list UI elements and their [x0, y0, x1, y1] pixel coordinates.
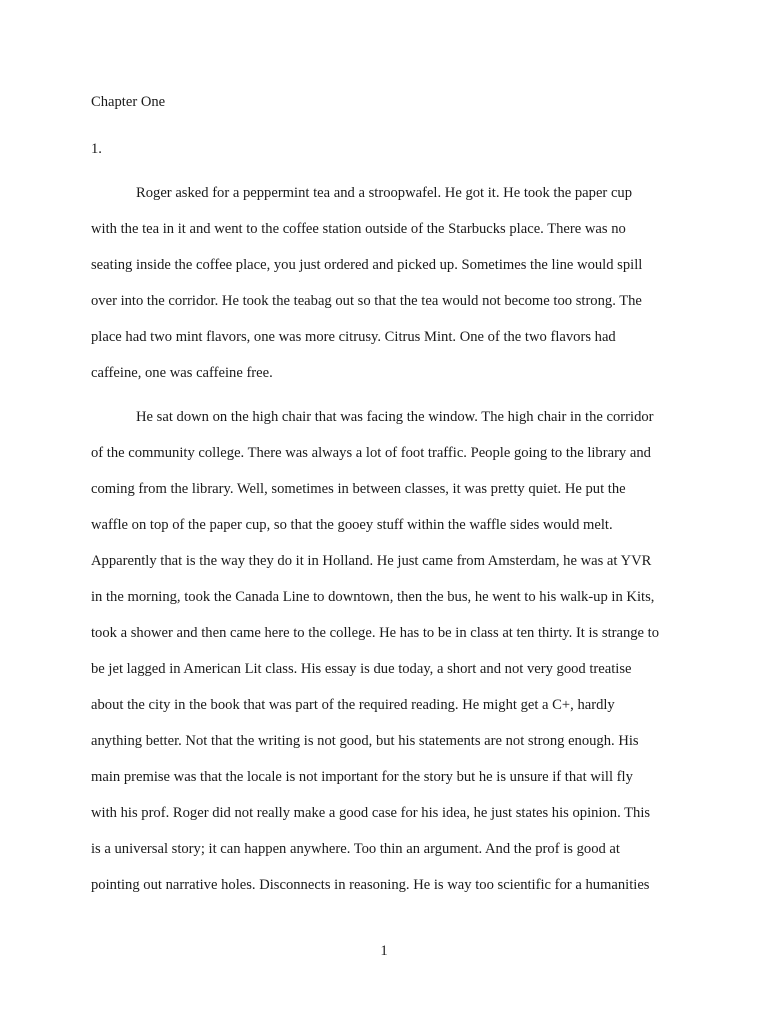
paragraph-line: took a shower and then came here to the college. He has to be in class at ten thirty. It is strange to — [91, 625, 660, 641]
section-number: 1. — [91, 141, 102, 157]
paragraph-line: coming from the library. Well, sometimes in between classes, it was pretty quiet. He put the — [91, 481, 626, 497]
paragraph-line: main premise was that the locale is not important for the story but he is unsure if that will fly — [91, 769, 633, 785]
paragraph-line: of the community college. There was always a lot of foot traffic. People going to the library and — [91, 445, 651, 461]
paragraph-line: about the city in the book that was part of the required reading. He might get a C+, hardly — [91, 697, 615, 713]
paragraph-line: be jet lagged in American Lit class. His essay is due today, a short and not very good treatise — [91, 661, 632, 677]
paragraph-line: anything better. Not that the writing is not good, but his statements are not strong enough. His — [91, 733, 639, 749]
paragraph-line: seating inside the coffee place, you just ordered and picked up. Sometimes the line would spill — [91, 257, 643, 273]
page-number: 1 — [380, 943, 388, 959]
chapter-title: Chapter One — [91, 94, 166, 110]
paragraph-line: waffle on top of the paper cup, so that the gooey stuff within the waffle sides would melt. — [91, 517, 613, 533]
paragraph-line: with the tea in it and went to the coffee station outside of the Starbucks place. There was no — [91, 221, 626, 237]
paragraph-line: Roger asked for a peppermint tea and a stroopwafel. He got it. He took the paper cup — [136, 185, 633, 201]
paragraph-line: place had two mint flavors, one was more citrusy. Citrus Mint. One of the two flavors had — [91, 329, 616, 345]
paragraph-line: Apparently that is the way they do it in Holland. He just came from Amsterdam, he was at YVR — [91, 553, 652, 569]
paragraph-line: is a universal story; it can happen anywhere. Too thin an argument. And the prof is good at — [91, 841, 620, 857]
paragraph-line: caffeine, one was caffeine free. — [91, 365, 273, 381]
paragraph-line: in the morning, took the Canada Line to downtown, then the bus, he went to his walk-up in Kits, — [91, 589, 655, 605]
paragraph-line: over into the corridor. He took the teabag out so that the tea would not become too strong. The — [91, 293, 642, 309]
paragraph-line: He sat down on the high chair that was facing the window. The high chair in the corridor — [136, 409, 654, 425]
paragraph-line: pointing out narrative holes. Disconnects in reasoning. He is way too scientific for a humanities — [91, 877, 650, 893]
paragraph-line: with his prof. Roger did not really make a good case for his idea, he just states his opinion. This — [91, 805, 651, 821]
